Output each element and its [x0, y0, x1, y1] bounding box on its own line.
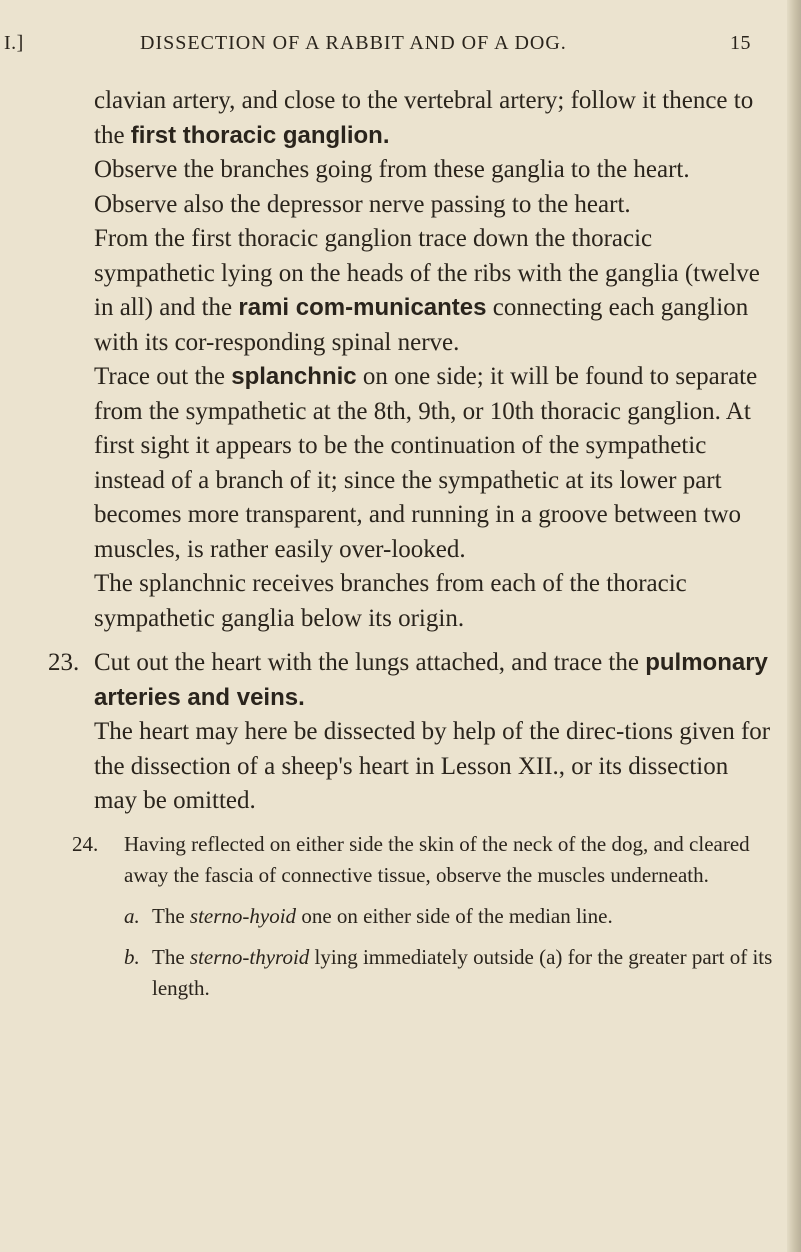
paragraph: The heart may here be dissected by help of the direc-tions given for the dissection of a sheep's heart in Lesson XII., or its dissection may be omitted.: [94, 718, 771, 814]
paragraph: The splanchnic receives branches from each of the thoracic sympathetic ganglia below its origin.: [94, 570, 687, 632]
bold-term: first thoracic ganglion.: [130, 121, 390, 149]
bold-term: rami com-municantes: [238, 294, 487, 321]
section-number: 23.: [48, 649, 80, 676]
page-body: [48, 84, 774, 1004]
running-header: [0, 32, 801, 72]
page-number: 15: [730, 32, 751, 54]
small-print-block: [72, 829, 774, 1004]
page-edge-shadow: [787, 0, 801, 1252]
item-label: b.: [124, 944, 140, 969]
list-item-a: a. The sterno-hyoid one on either side of the median line.: [124, 901, 774, 932]
paragraph: clavian artery, and close to the vertebral artery; follow it thence to the first thoracic ganglion.: [94, 87, 754, 149]
section-marker: I.]: [4, 32, 24, 54]
italic-term: sterno-hyoid: [189, 903, 297, 928]
bold-term: splanchnic: [231, 363, 357, 390]
list-item-b: b. The sterno-thyroid lying immediately outside (a) for the greater part of its length.: [124, 942, 774, 1004]
paragraph: Trace out the splanchnic on one side; it will be found to separate from the sympathetic at the 8th, 9th, or 10th thoracic ganglion. At first sight it appears to be the continuation of the sympathetic instead of a branch of it; since the sympathetic at its lower part becomes more transparent, and running in a groove between two muscles, is rather easily over-looked.: [94, 363, 758, 563]
section-number: 24.: [72, 831, 99, 856]
paragraph: Observe the branches going from these ganglia to the heart. Observe also the depressor nerve passing to the heart.: [94, 156, 690, 218]
running-title: DISSECTION OF A RABBIT AND OF A DOG.: [140, 32, 567, 54]
section-24: 24. Having reflected on either side the skin of the neck of the dog, and cleared away the fascia of connective tissue, observe the muscles underneath.: [94, 829, 774, 891]
paragraph: From the first thoracic ganglion trace down the thoracic sympathetic lying on the heads of the ribs with the ganglia (twelve in all) and the rami com-municantes connecting each ganglion with its cor-responding spinal nerve.: [94, 225, 760, 356]
bold-term: pulmonary arteries and veins.: [94, 649, 768, 711]
item-label: a.: [124, 903, 140, 928]
italic-term: sterno-thyroid: [189, 944, 310, 969]
section-23: 23. Cut out the heart with the lungs attached, and trace the pulmonary arteries and veins.: [94, 646, 774, 715]
